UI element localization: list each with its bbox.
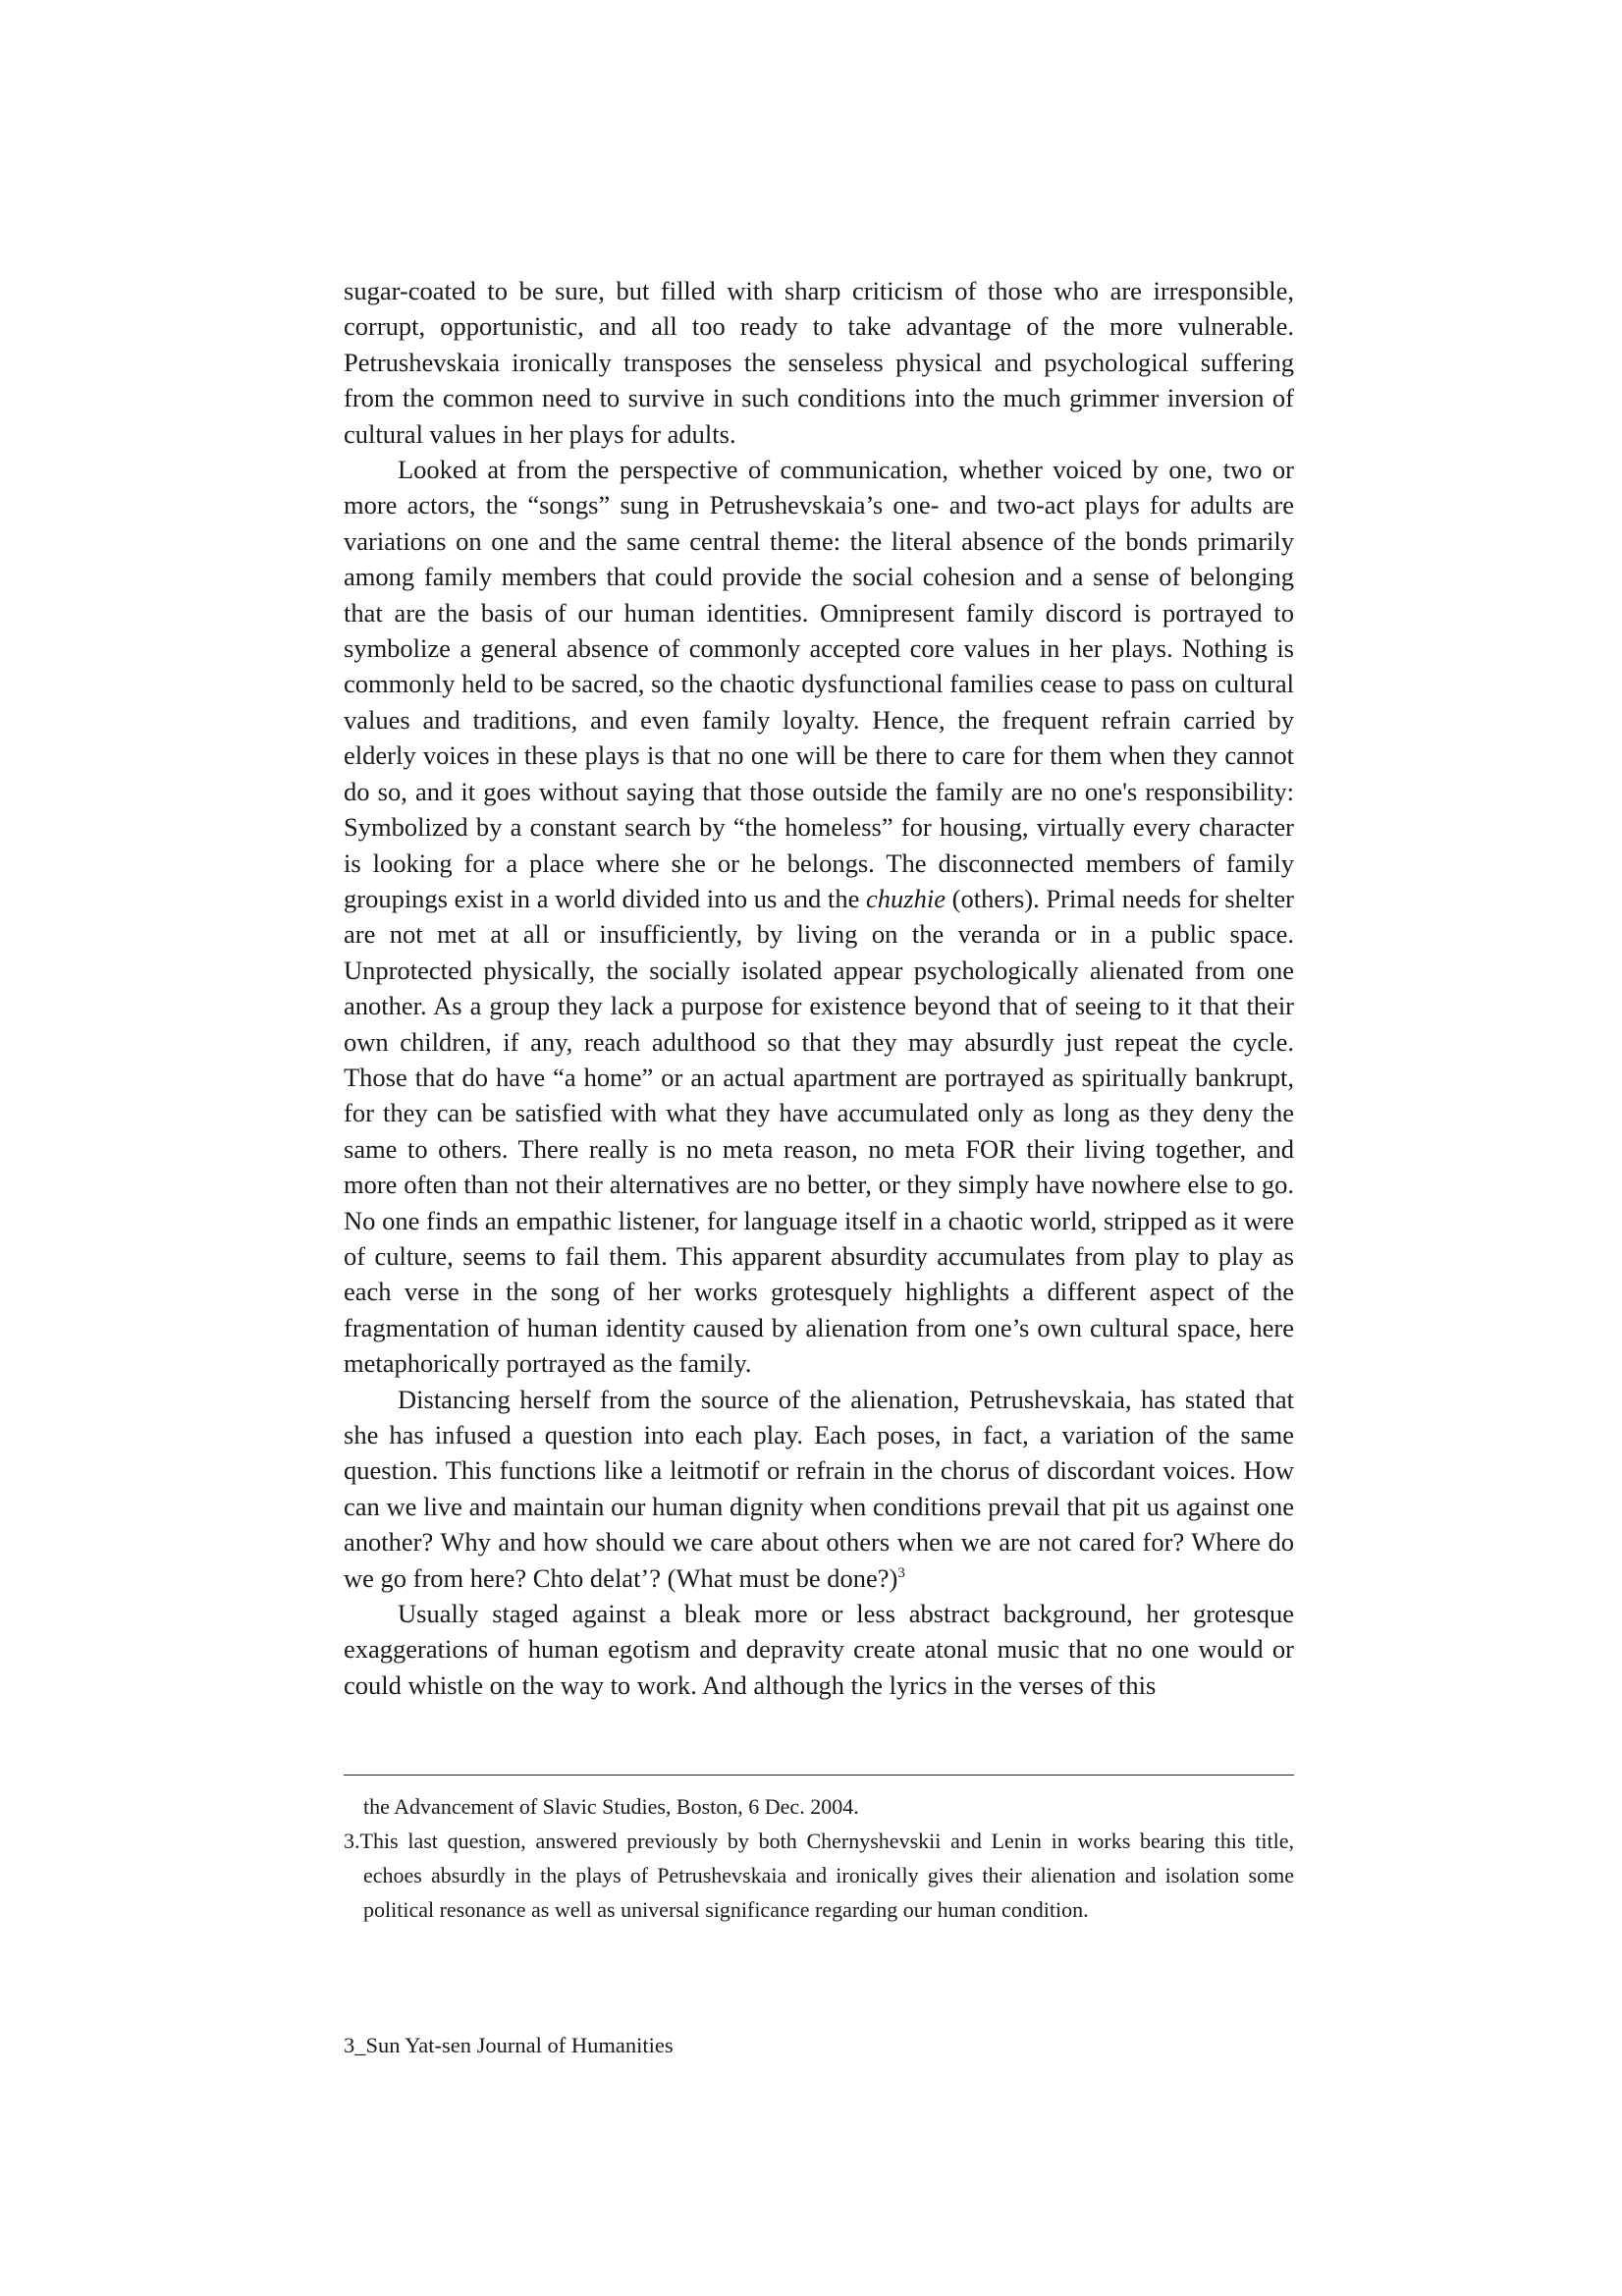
- paragraph-3: [344, 1382, 1294, 1596]
- paragraph-2-part-a: Looked at from the perspective of communication, whether voiced by one, two or more actors, the “songs” sung in Petrushevskaia’s one- and two-act plays for adults are variations on one and the same central theme: the literal absence of the bonds primarily among family members that could provide the social cohesion and a sense of belonging that are the basis of our human identities. Omnipresent family discord is portrayed to symbolize a general absence of commonly accepted core values in her plays. Nothing is commonly held to be sacred, so the chaotic dysfunctional families cease to pass on cultural values and traditions, and even family loyalty. Hence, the frequent refrain carried by elderly voices in these plays is that no one will be there to care for them when they cannot do so, and it goes without saying that those outside the family are no one's responsibility: Symbolized by a constant search by “the homeless” for housing, virtually every character is looking for a place where she or he belongs. The disconnected members of family groupings exist in a world divided into us and the: [344, 455, 1294, 913]
- running-footer: 3_Sun Yat-sen Journal of Humanities: [344, 2033, 674, 2057]
- footnote-3: 3.This last question, answered previously by both Chernyshevskii and Lenin in works bearing this title, echoes absurdly in the plays of Petrushevskaia and ironically gives their alienation and isolation some political resonance as well as universal significance regarding our human condition.: [344, 1829, 1294, 1922]
- paragraph-2-part-b: (others). Primal needs for shelter are not met at all or insufficiently, by living on the veranda or in a public space. Unprotected physically, the socially isolated appear psychologically alienated from one another. As a group they lack a purpose for existence beyond that of seeing to it that their own children, if any, reach adulthood so that they may absurdly just repeat the cycle. Those that do have “a home” or an actual apartment are portrayed as spiritually bankrupt, for they can be satisfied with what they have accumulated only as long as they deny the same to others. There really is no meta reason, no meta FOR their living together, and more often than not their alternatives are no better, or they simply have nowhere else to go. No one finds an empathic listener, for language itself in a chaotic world, stripped as it were of culture, seems to fail them. This apparent absurdity accumulates from play to play as each verse in the song of her works grotesquely highlights a different aspect of the fragmentation of human identity caused by alienation from one’s own cultural space, here metaphorically portrayed as the family.: [344, 883, 1294, 1379]
- paragraph-1: sugar-coated to be sure, but filled with sharp criticism of those who are irresponsible, corrupt, opportunistic, and all too ready to take advantage of the more vulnerable. Petrushevskaia ironically transposes the senseless physical and psychological suffering from the common need to survive in such conditions into the much grimmer inversion of cultural values in her plays for adults.: [344, 276, 1294, 449]
- footnote-continued: the Advancement of Slavic Studies, Boston, 6 Dec. 2004.: [363, 1794, 859, 1819]
- italic-term-chuzhie: chuzhie: [866, 883, 946, 913]
- paragraph-4: Usually staged against a bleak more or less abstract background, her grotesque exaggerations of human egotism and depravity create atonal music that no one would or could whistle on the way to work. And although the lyrics in the verses of this: [344, 1599, 1294, 1700]
- footnote-divider: [344, 1775, 1294, 1776]
- footnote-ref-3: 3: [897, 1564, 905, 1581]
- footnotes: [344, 1789, 1294, 1927]
- main-text: [344, 273, 1294, 1703]
- paragraph-2: [344, 452, 1294, 1382]
- paragraph-3-text: Distancing herself from the source of the alienation, Petrushevskaia, has stated that she has infused a question into each play. Each poses, in fact, a variation of the same question. This functions like a leitmotif or refrain in the chorus of discordant voices. How can we live and maintain our human dignity when conditions prevail that pit us against one another? Why and how should we care about others when we are not cared for? Where do we go from here? Chto delat’? (What must be done?): [344, 1384, 1294, 1593]
